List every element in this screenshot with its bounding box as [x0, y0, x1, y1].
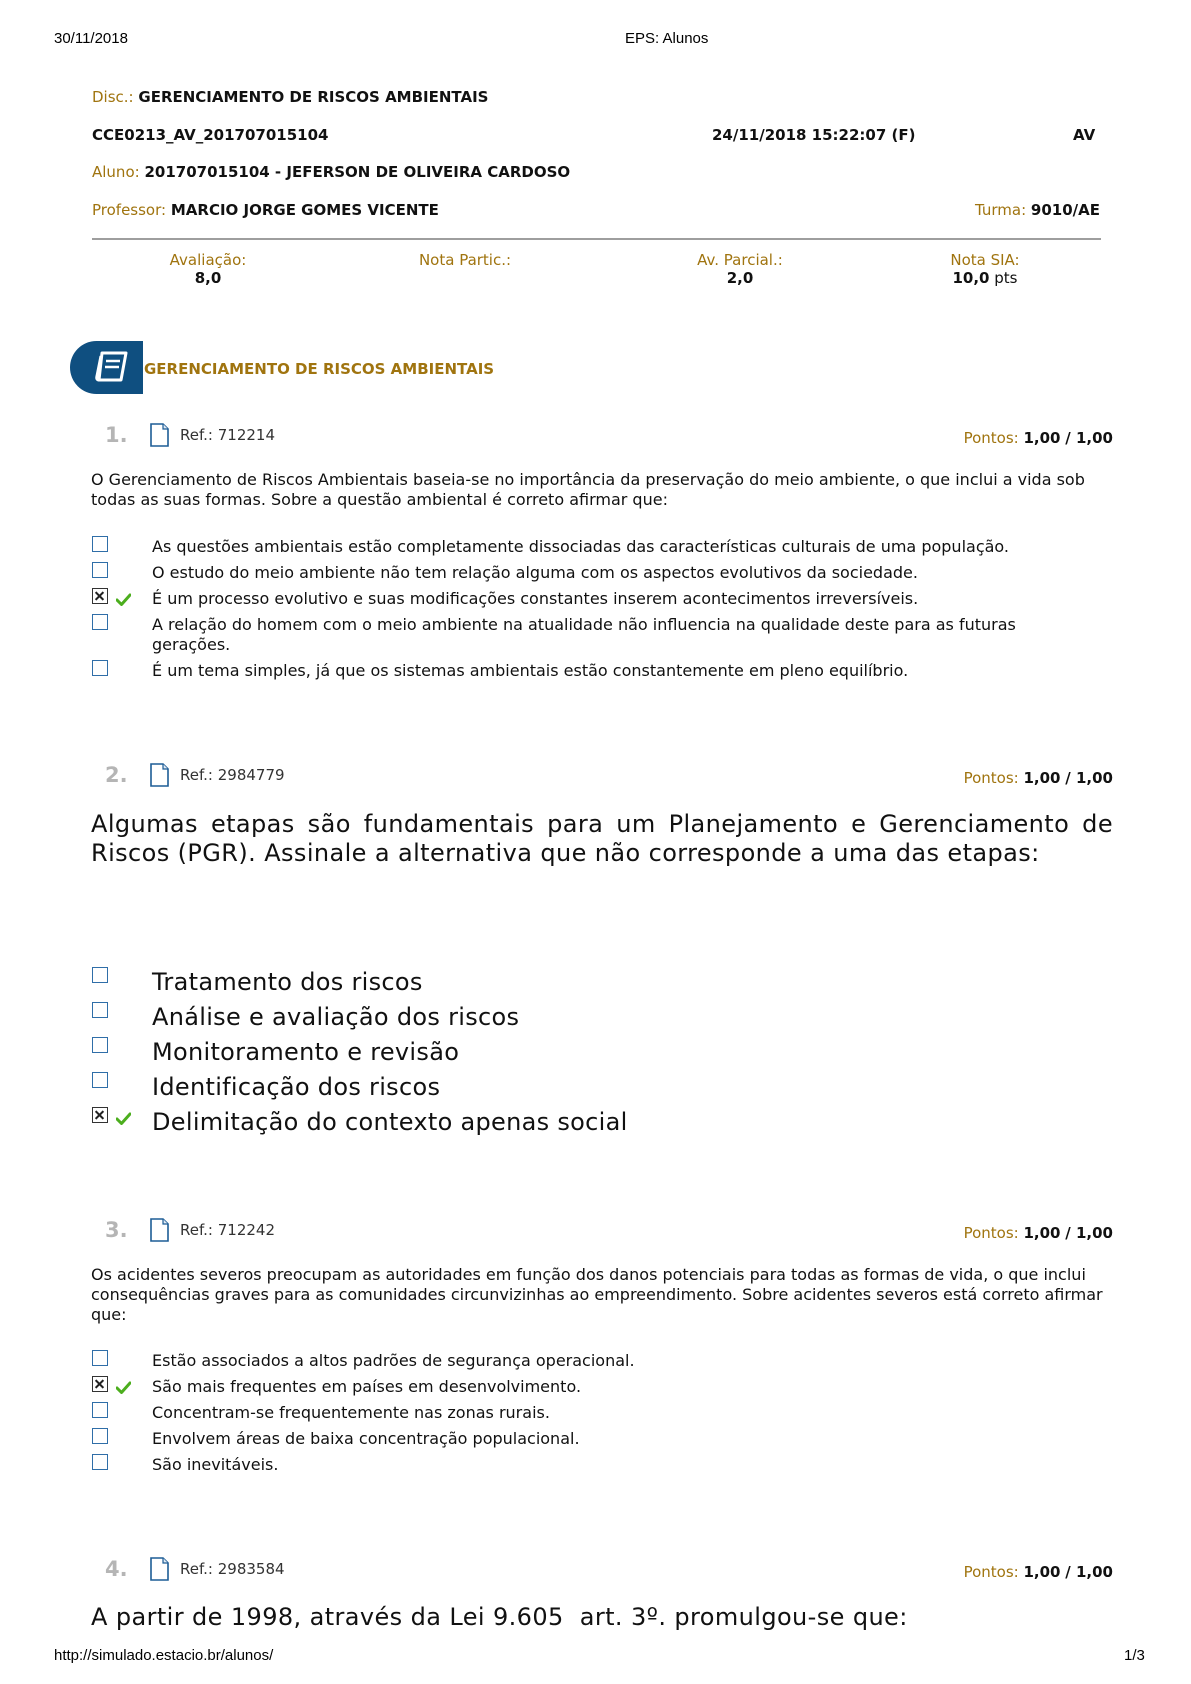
option-checkbox[interactable]	[92, 1072, 108, 1088]
question-points	[964, 1563, 1113, 1581]
professor-value: MARCIO JORGE GOMES VICENTE	[170, 201, 439, 219]
option-checkbox[interactable]	[92, 1454, 108, 1470]
question-text: A partir de 1998, através da Lei 9.605 art. 3º. promulgou-se que:	[91, 1603, 908, 1631]
option-label[interactable]: Envolvem áreas de baixa concentração populacional.	[152, 1429, 580, 1448]
print-title: EPS: Alunos	[625, 30, 709, 47]
question-text: O Gerenciamento de Riscos Ambientais baseia-se no importância da preservação do meio ambiente, o que inclui a vida sob todas as suas formas. Sobre a questão ambiental é correto afirmar que:	[91, 470, 1085, 509]
grade-nota-partic	[400, 251, 530, 269]
grade-avaliacao	[148, 251, 268, 287]
grade-nota-sia-label: Nota SIA:	[950, 251, 1020, 269]
option-checkbox[interactable]	[92, 967, 108, 983]
document-icon[interactable]	[150, 1218, 169, 1246]
option-label[interactable]: É um processo evolutivo e suas modificações constantes inserem acontecimentos irreversíveis.	[152, 589, 919, 608]
question-text: Algumas etapas são fundamentais para um Planejamento e Gerenciamento de Riscos (PGR). Assinale a alternativa que não corresponde a uma das etapas:	[91, 810, 1113, 867]
option-label[interactable]: As questões ambientais estão completamente dissociadas das características culturais de uma população.	[152, 537, 1010, 556]
option-label[interactable]: Identificação dos riscos	[152, 1073, 441, 1101]
option-checkbox[interactable]	[92, 660, 108, 676]
points-value: 1,00	[1023, 1563, 1061, 1581]
points-label: Pontos:	[963, 429, 1019, 447]
option-label[interactable]: São inevitáveis.	[152, 1455, 279, 1474]
document-icon[interactable]	[150, 763, 169, 791]
document-icon[interactable]	[150, 423, 169, 451]
disc-value: GERENCIAMENTO DE RISCOS AMBIENTAIS	[138, 88, 489, 106]
points-total: / 1,00	[1065, 1224, 1113, 1242]
question-number: 3.	[105, 1218, 128, 1242]
section-badge	[70, 341, 143, 394]
option-checkbox[interactable]	[92, 1002, 108, 1018]
points-label: Pontos:	[963, 1224, 1019, 1242]
grade-nota-sia	[930, 251, 1040, 287]
discipline-line	[92, 88, 488, 106]
question-ref: Ref.: 2984779	[180, 766, 285, 784]
exam-type: AV	[1073, 126, 1096, 144]
points-total: / 1,00	[1065, 1563, 1113, 1581]
option-label[interactable]: Delimitação do contexto apenas social	[152, 1108, 628, 1136]
question-number: 1.	[105, 423, 128, 447]
question-ref: Ref.: 712214	[180, 426, 276, 444]
grade-av-parcial-value: 2,0	[726, 269, 754, 287]
turma-label: Turma:	[974, 201, 1027, 219]
grade-av-parcial-label: Av. Parcial.:	[697, 251, 783, 269]
grade-nota-partic-label: Nota Partic.:	[418, 251, 512, 269]
option-label[interactable]: O estudo do meio ambiente não tem relação alguma com os aspectos evolutivos da sociedade.	[152, 563, 918, 582]
question-text: Os acidentes severos preocupam as autoridades em função dos danos potenciais para todas as formas de vida, o que inclui consequências graves para as comunidades circunvizinhas ao empreendimento. Sobre acidentes severos está correto afirmar que:	[91, 1265, 1103, 1324]
points-label: Pontos:	[963, 1563, 1019, 1581]
option-checkbox-selected[interactable]	[92, 588, 108, 604]
aluno-value: 201707015104 - JEFERSON DE OLIVEIRA CARDOSO	[144, 163, 571, 181]
turma-line	[975, 201, 1100, 219]
option-label[interactable]: São mais frequentes em países em desenvolvimento.	[152, 1377, 582, 1396]
professor-label: Professor:	[92, 201, 167, 219]
points-value: 1,00	[1023, 769, 1061, 787]
check-icon	[116, 1110, 131, 1129]
option-label[interactable]: Concentram-se frequentemente nas zonas rurais.	[152, 1403, 550, 1422]
option-checkbox[interactable]	[92, 1428, 108, 1444]
option-checkbox[interactable]	[92, 1037, 108, 1053]
turma-value: 9010/AE	[1030, 201, 1100, 219]
print-date: 30/11/2018	[54, 30, 128, 47]
section-title: GERENCIAMENTO DE RISCOS AMBIENTAIS	[144, 360, 495, 378]
question-ref: Ref.: 2983584	[180, 1560, 285, 1578]
points-value: 1,00	[1023, 1224, 1061, 1242]
option-checkbox[interactable]	[92, 562, 108, 578]
print-page-number: 1/3	[1124, 1647, 1145, 1664]
option-label[interactable]: Monitoramento e revisão	[152, 1038, 460, 1066]
question-points	[964, 1224, 1113, 1242]
print-url: http://simulado.estacio.br/alunos/	[54, 1647, 274, 1664]
option-label[interactable]: A relação do homem com o meio ambiente na atualidade não influencia na qualidade deste para as futuras gerações.	[152, 615, 1016, 654]
points-total: / 1,00	[1065, 769, 1113, 787]
option-label[interactable]: Tratamento dos riscos	[152, 968, 423, 996]
grade-nota-sia-unit: pts	[994, 269, 1018, 287]
option-checkbox-selected[interactable]	[92, 1376, 108, 1392]
disc-label: Disc.:	[92, 88, 134, 106]
check-icon	[116, 1379, 131, 1398]
points-total: / 1,00	[1065, 429, 1113, 447]
header-divider	[92, 238, 1101, 240]
option-checkbox[interactable]	[92, 1402, 108, 1418]
question-number: 4.	[105, 1557, 128, 1581]
aluno-label: Aluno:	[92, 163, 140, 181]
aluno-line	[92, 163, 570, 181]
option-label[interactable]: Análise e avaliação dos riscos	[152, 1003, 520, 1031]
option-label[interactable]: É um tema simples, já que os sistemas ambientais estão constantemente em pleno equilíbrio.	[152, 661, 909, 680]
option-checkbox-selected[interactable]	[92, 1107, 108, 1123]
question-ref: Ref.: 712242	[180, 1221, 276, 1239]
option-checkbox[interactable]	[92, 536, 108, 552]
check-icon	[116, 591, 131, 610]
professor-line	[92, 201, 439, 219]
grade-avaliacao-label: Avaliação:	[169, 251, 247, 269]
question-number: 2.	[105, 763, 128, 787]
grade-av-parcial	[680, 251, 800, 287]
option-checkbox[interactable]	[92, 614, 108, 630]
option-label[interactable]: Estão associados a altos padrões de segurança operacional.	[152, 1351, 635, 1370]
grade-avaliacao-value: 8,0	[194, 269, 222, 287]
document-icon[interactable]	[150, 1557, 169, 1585]
question-points	[964, 429, 1113, 447]
points-value: 1,00	[1023, 429, 1061, 447]
option-checkbox[interactable]	[92, 1350, 108, 1366]
exam-datetime: 24/11/2018 15:22:07 (F)	[712, 126, 916, 144]
exam-code: CCE0213_AV_201707015104	[92, 126, 329, 144]
points-label: Pontos:	[963, 769, 1019, 787]
grade-nota-sia-value: 10,0	[952, 269, 990, 287]
question-points	[964, 769, 1113, 787]
